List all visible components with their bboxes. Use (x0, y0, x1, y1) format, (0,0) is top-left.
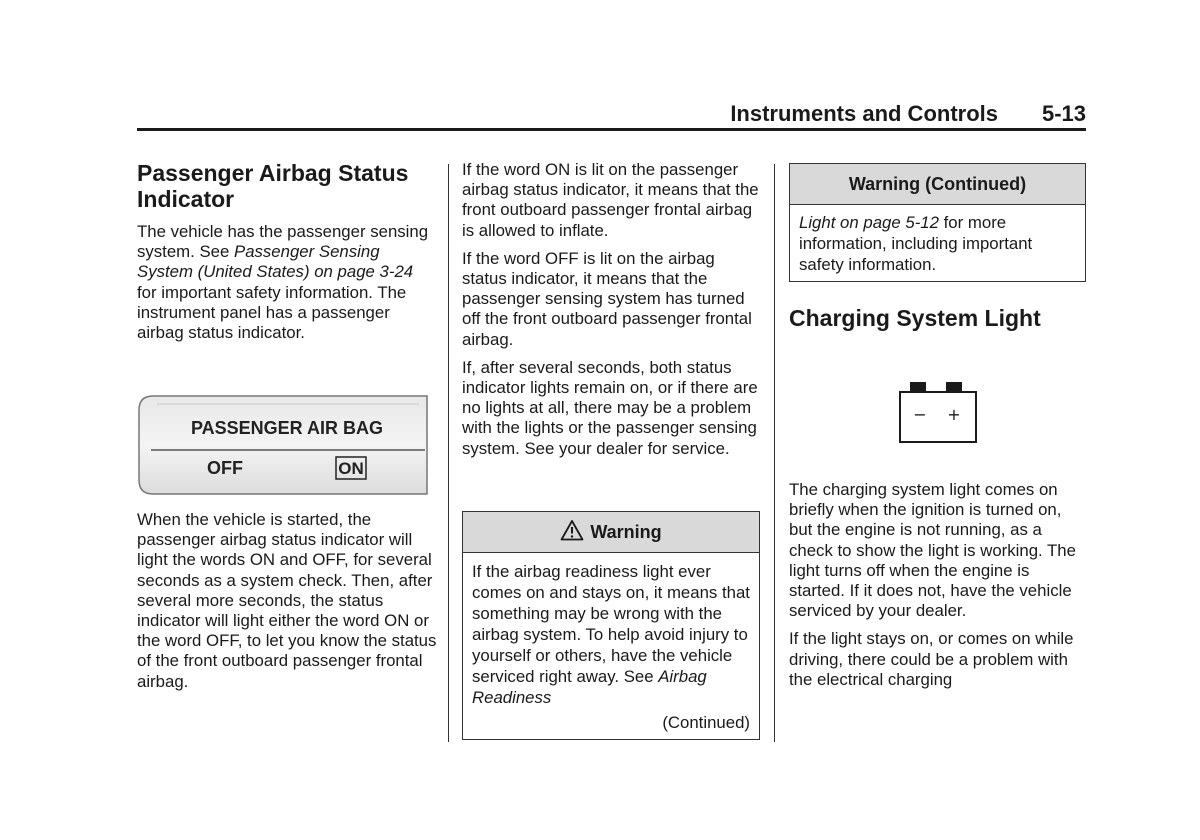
col2-paragraph-1: If the word ON is lit on the passenger airbag status indicator, it means that the front outboard passenger frontal airbag is allowed to inflate. (462, 160, 759, 240)
column-divider-1 (448, 164, 449, 742)
column-1-lower (137, 510, 437, 700)
battery-icon (898, 380, 978, 444)
col3-paragraph-2: If the light stays on, or comes on while driving, there could be a problem with the electrical charging (789, 629, 1074, 689)
battery-plus-sign: + (947, 405, 961, 424)
warning-continued: (Continued) (662, 713, 750, 732)
passenger-airbag-heading: Passenger Airbag Status Indicator (137, 160, 409, 212)
indicator-title: PASSENGER AIR BAG (190, 418, 384, 438)
column-1 (137, 160, 437, 351)
col3-paragraph-1: The charging system light comes on briefly when the ignition is turned on, but the engine is not running, as a check to show the light is working. The light turns off when the engine is started. If it does not, have the vehicle serviced by your dealer. (789, 480, 1076, 621)
section-title: Instruments and Controls (730, 101, 998, 126)
indicator-on-label: ON (338, 459, 364, 478)
indicator-off-label: OFF (207, 458, 243, 478)
column-divider-2 (774, 164, 775, 742)
col1-paragraph-2: When the vehicle is started, the passenger airbag status indicator will light the words ON and OFF, for several seconds as a system check. Then, after several more seconds, the status indicator will light either the word ON or the word OFF, to let you know the status of the front outboard passenger frontal airbag. (137, 510, 437, 691)
col1-paragraph-1 (137, 222, 437, 343)
col1-p1-text-a: The vehicle has the passenger sensing system. See (137, 222, 429, 262)
warning-continued-text: for more information, including important safety information. (799, 213, 1033, 274)
charging-heading-wrap (789, 305, 1089, 341)
header-rule (137, 128, 1086, 131)
passenger-sensing-reference[interactable]: Passenger Sensing System (United States) on page 3-24 (137, 242, 414, 282)
warning-continued-header: Warning (Continued) (790, 164, 1085, 205)
page-number: 5-13 (1041, 101, 1086, 126)
column-3-text (789, 480, 1089, 698)
col2-paragraph-3: If, after several seconds, both status indicator lights remain on, or if there are no lights at all, there may be a problem with the lights or the passenger sensing system. See your dealer for service. (462, 357, 758, 458)
battery-minus-sign: − (913, 405, 927, 424)
airbag-readiness-reference[interactable]: Airbag Readiness (472, 667, 707, 707)
warning-continued-box (789, 163, 1086, 282)
column-2 (462, 160, 762, 467)
airbag-warning-box (462, 511, 760, 740)
warning-title: Warning (590, 522, 662, 542)
airbag-status-indicator-illustration (137, 394, 429, 496)
col1-p1-text-b: for important safety information. The instrument panel has a passenger airbag status indicator. (137, 282, 407, 343)
warning-continued-body (790, 205, 1085, 281)
charging-system-heading: Charging System Light (789, 305, 1041, 331)
warning-triangle-icon (560, 519, 584, 541)
warning-body (463, 553, 759, 739)
warning-header (463, 512, 759, 553)
warning-text: If the airbag readiness light ever comes on and stays on, it means that something may be wrong with the airbag system. To help avoid injury to yourself or others, have the vehicle serviced right away. See (472, 562, 750, 686)
airbag-readiness-page-reference[interactable]: Light on page 5-12 (799, 213, 939, 232)
col2-paragraph-2: If the word OFF is lit on the airbag status indicator, it means that the passenger sensing system has turned off the front outboard passenger frontal airbag. (462, 248, 752, 349)
